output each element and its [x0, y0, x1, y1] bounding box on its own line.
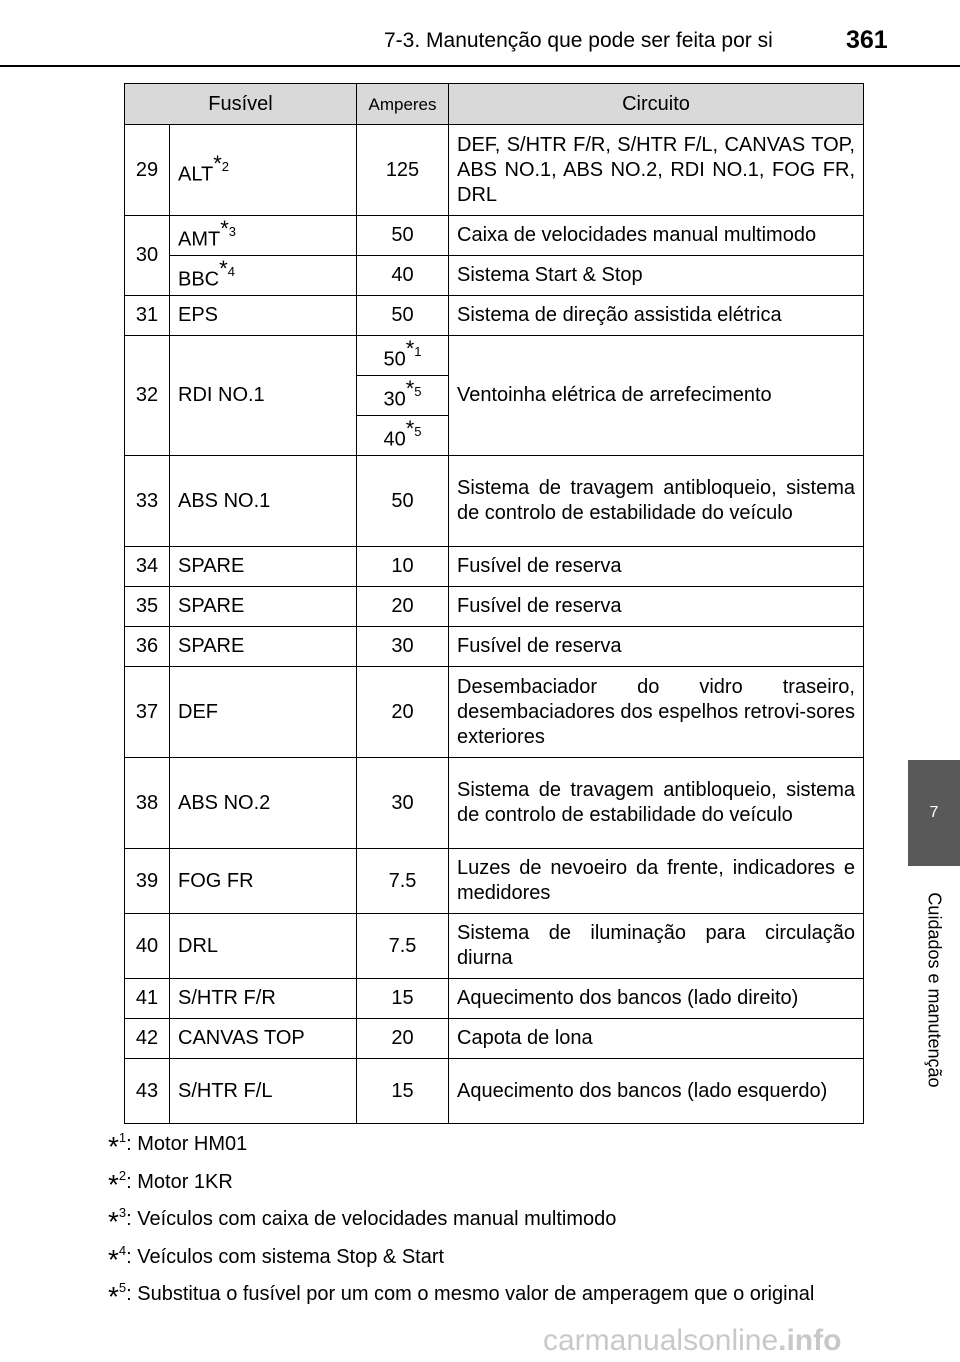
- footnote-index: 3: [118, 1205, 127, 1220]
- fuse-amperes: 20: [357, 667, 449, 758]
- fuse-number: 30: [125, 216, 170, 296]
- asterisk-mark: *: [108, 1206, 119, 1237]
- amperes-value: 30: [383, 388, 406, 411]
- fuse-name: S/HTR F/L: [170, 1059, 357, 1124]
- page-number: 361: [846, 26, 888, 54]
- fuse-circuit: Sistema de travagem antibloqueio, sistema de controlo de estabilidade do veículo: [449, 758, 864, 849]
- footnote-ref: [213, 150, 229, 176]
- footnote-ref-number: 2: [221, 158, 229, 174]
- asterisk-mark: *: [108, 1168, 119, 1200]
- table-row: [125, 456, 864, 547]
- footnote-ref: [219, 256, 235, 282]
- fuse-amperes: 50: [357, 296, 449, 336]
- footnote-ref-number: 4: [227, 264, 235, 280]
- footnote-mark: [108, 1130, 126, 1163]
- fuse-circuit: Desembaciador do vidro traseiro, desembaciadores dos espelhos retrovi-sores exteriores: [449, 667, 864, 758]
- table-row: [125, 1059, 864, 1124]
- fuse-amperes: 15: [357, 979, 449, 1019]
- fuse-number: 32: [125, 336, 170, 456]
- amperes-value: 40: [383, 428, 406, 451]
- asterisk-mark: *: [108, 1243, 119, 1275]
- fuse-circuit: Ventoinha elétrica de arrefecimento: [449, 336, 864, 456]
- fuse-number: 43: [125, 1059, 170, 1124]
- fuse-number: 42: [125, 1019, 170, 1059]
- fuse-name-text: ALT: [178, 163, 214, 186]
- fuse-amperes: [357, 416, 449, 456]
- table-row: [125, 758, 864, 849]
- fuse-name: FOG FR: [170, 849, 357, 914]
- asterisk-mark: *: [405, 336, 415, 362]
- fuse-name-text: AMT: [178, 228, 221, 251]
- chapter-label: Cuidados e manutenção: [924, 892, 945, 1088]
- footnote-index: 1: [118, 1130, 127, 1145]
- footnote-ref: [405, 416, 422, 442]
- table-row: [125, 979, 864, 1019]
- fuse-name: SPARE: [170, 587, 357, 627]
- header-divider: [0, 65, 960, 67]
- table-row: [125, 216, 864, 256]
- footnote-2: [108, 1168, 868, 1206]
- fuse-number: 33: [125, 456, 170, 547]
- footnote-index: 5: [118, 1280, 127, 1295]
- asterisk-mark: *: [213, 150, 222, 176]
- fuse-amperes: 30: [357, 758, 449, 849]
- fuse-amperes: 20: [357, 587, 449, 627]
- footnote-4: [108, 1243, 868, 1281]
- fuse-number: 36: [125, 627, 170, 667]
- footnote-ref-number: 5: [414, 384, 422, 400]
- asterisk-mark: *: [108, 1131, 119, 1162]
- asterisk-mark: *: [405, 376, 415, 402]
- footnote-1: [108, 1130, 868, 1168]
- watermark-domain: .info: [778, 1324, 842, 1357]
- watermark: [543, 1324, 841, 1358]
- fuse-circuit: DEF, S/HTR F/R, S/HTR F/L, CANVAS TOP, ABS NO.1, ABS NO.2, RDI NO.1, FOG FR, DRL: [449, 125, 864, 216]
- footnote-text: : Veículos com sistema Stop & Start: [126, 1245, 445, 1268]
- fuse-name: EPS: [170, 296, 357, 336]
- footnote-text: : Motor HM01: [126, 1133, 248, 1155]
- footnote-mark: [108, 1280, 126, 1313]
- table-row: [125, 336, 864, 376]
- footnote-mark: [108, 1243, 126, 1276]
- fuse-name-text: BBC: [178, 268, 220, 291]
- table-row: [125, 849, 864, 914]
- table-row: [125, 296, 864, 336]
- header-amperes: Amperes: [357, 84, 449, 125]
- fuse-number: 37: [125, 667, 170, 758]
- page-header-title: 7-3. Manutenção que pode ser feita por si: [384, 29, 773, 52]
- asterisk-mark: *: [108, 1281, 119, 1312]
- footnote-index: 4: [118, 1242, 127, 1258]
- fuse-amperes: 40: [357, 256, 449, 296]
- fuse-amperes: [357, 336, 449, 376]
- footnotes: [108, 1130, 868, 1318]
- fuse-circuit: Sistema de travagem antibloqueio, sistema de controlo de estabilidade do veículo: [449, 456, 864, 547]
- footnote-ref: [405, 336, 422, 362]
- footnote-ref-number: 5: [414, 424, 422, 440]
- fuse-circuit: Sistema Start & Stop: [449, 256, 864, 296]
- fuse-name: SPARE: [170, 547, 357, 587]
- table-header-row: [125, 84, 864, 125]
- table-row: [125, 125, 864, 216]
- fuse-circuit: Fusível de reserva: [449, 547, 864, 587]
- footnote-text: : Veículos com caixa de velocidades manual multimodo: [126, 1208, 617, 1230]
- fuse-circuit: Luzes de nevoeiro da frente, indicadores e medidores: [449, 849, 864, 914]
- fuse-amperes: 50: [357, 456, 449, 547]
- table-row: [125, 587, 864, 627]
- fuse-amperes: 20: [357, 1019, 449, 1059]
- fuse-circuit: Fusível de reserva: [449, 627, 864, 667]
- header-fuse: Fusível: [125, 84, 357, 125]
- table-row: [125, 1019, 864, 1059]
- fuse-name: SPARE: [170, 627, 357, 667]
- footnote-mark: [108, 1205, 126, 1238]
- footnote-ref: [405, 376, 422, 402]
- footnote-ref-number: 3: [228, 224, 237, 240]
- fuse-number: 38: [125, 758, 170, 849]
- asterisk-mark: *: [405, 416, 415, 442]
- fuse-name: CANVAS TOP: [170, 1019, 357, 1059]
- footnote-text: : Substitua o fusível por um com o mesmo valor de amperagem que o original: [126, 1283, 815, 1305]
- fuse-table: [124, 83, 864, 1124]
- fuse-circuit: Capota de lona: [449, 1019, 864, 1059]
- table-row: [125, 914, 864, 979]
- fuse-name: DRL: [170, 914, 357, 979]
- footnote-index: 2: [118, 1167, 127, 1183]
- table-row: [125, 547, 864, 587]
- footnote-3: [108, 1205, 868, 1243]
- fuse-number: 31: [125, 296, 170, 336]
- chapter-tab[interactable]: [908, 760, 960, 866]
- fuse-name: [170, 216, 357, 256]
- footnote-ref-number: 1: [414, 344, 422, 360]
- table-row: [125, 256, 864, 296]
- fuse-amperes: [357, 376, 449, 416]
- footnote-ref: [220, 216, 237, 242]
- fuse-name: S/HTR F/R: [170, 979, 357, 1019]
- fuse-circuit: Caixa de velocidades manual multimodo: [449, 216, 864, 256]
- footnote-mark: [108, 1168, 126, 1201]
- fuse-number: 35: [125, 587, 170, 627]
- fuse-number: 39: [125, 849, 170, 914]
- footnote-5: [108, 1280, 868, 1318]
- fuse-amperes: 10: [357, 547, 449, 587]
- fuse-amperes: 50: [357, 216, 449, 256]
- fuse-name: RDI NO.1: [170, 336, 357, 456]
- amperes-value: 50: [383, 348, 406, 371]
- table-row: [125, 627, 864, 667]
- fuse-number: 34: [125, 547, 170, 587]
- fuse-circuit: Aquecimento dos bancos (lado esquerdo): [449, 1059, 864, 1124]
- asterisk-mark: *: [219, 256, 228, 282]
- chapter-number: 7: [929, 804, 939, 821]
- fuse-name: [170, 125, 357, 216]
- fuse-circuit: Fusível de reserva: [449, 587, 864, 627]
- fuse-name: [170, 256, 357, 296]
- table-row: [125, 667, 864, 758]
- fuse-number: 41: [125, 979, 170, 1019]
- fuse-circuit: Sistema de iluminação para circulação diurna: [449, 914, 864, 979]
- fuse-number: 29: [125, 125, 170, 216]
- watermark-site: carmanualsonline: [543, 1324, 779, 1357]
- footnote-text: : Motor 1KR: [126, 1170, 233, 1193]
- fuse-name: ABS NO.1: [170, 456, 357, 547]
- asterisk-mark: *: [220, 216, 229, 242]
- header-circuit: Circuito: [449, 84, 864, 125]
- fuse-name: DEF: [170, 667, 357, 758]
- fuse-amperes: 30: [357, 627, 449, 667]
- fuse-amperes: 7.5: [357, 914, 449, 979]
- fuse-amperes: 125: [357, 125, 449, 216]
- fuse-amperes: 7.5: [357, 849, 449, 914]
- fuse-circuit: Aquecimento dos bancos (lado direito): [449, 979, 864, 1019]
- fuse-name: ABS NO.2: [170, 758, 357, 849]
- fuse-amperes: 15: [357, 1059, 449, 1124]
- fuse-circuit: Sistema de direção assistida elétrica: [449, 296, 864, 336]
- fuse-number: 40: [125, 914, 170, 979]
